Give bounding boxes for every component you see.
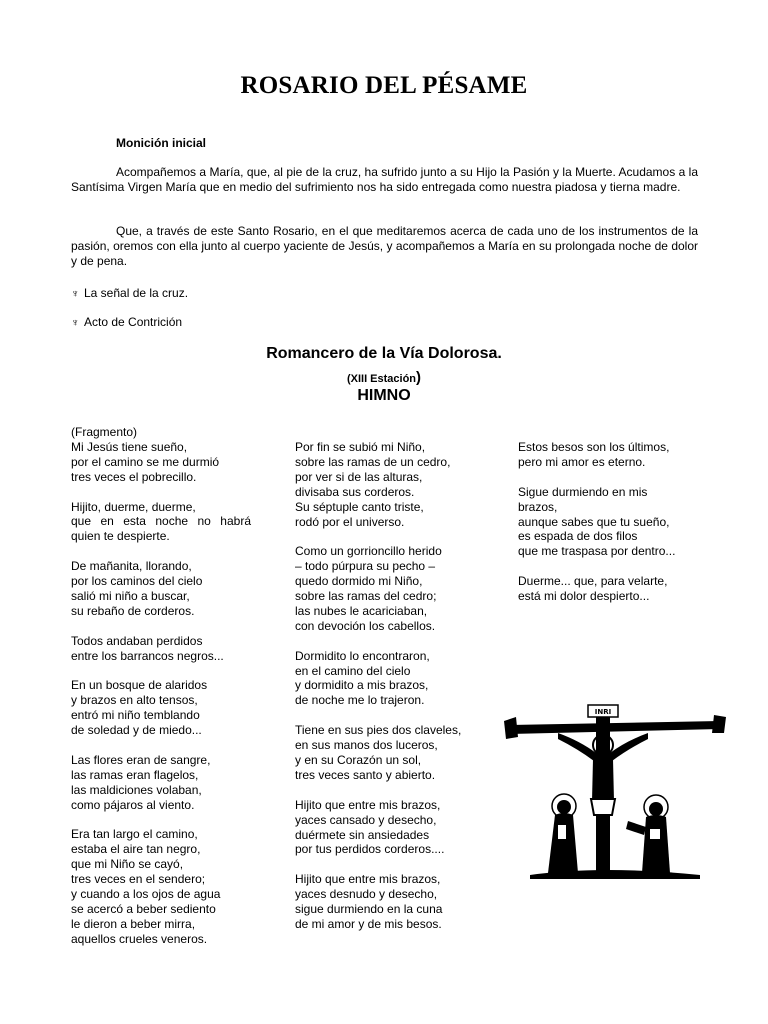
poem-stanza	[295, 440, 485, 529]
poem-stanza	[295, 723, 485, 783]
poem-line: por ver si de las alturas,	[295, 469, 423, 484]
poem-line: le dieron a beber mirra,	[71, 916, 196, 931]
cross-icon: ♆	[71, 317, 80, 329]
poem-stanza	[71, 827, 251, 946]
poem-line: Hijito que entre mis brazos,	[295, 797, 441, 812]
poem-line: Era tan largo el camino,	[71, 827, 198, 842]
poem-line: duérmete sin ansiedades	[295, 827, 430, 842]
poem-stanza	[295, 872, 485, 932]
inri-label: INRI	[594, 708, 612, 716]
poem-line: yaces cansado y desecho,	[295, 812, 437, 827]
poem-line: en el camino del cielo	[295, 663, 411, 678]
poem-stanzas	[518, 440, 688, 604]
romancero-subtitle: Romancero de la Vía Dolorosa.	[266, 345, 502, 362]
poem-line: quien te despierte.	[71, 529, 170, 544]
poem-line: Sigue durmiendo en mis	[518, 484, 648, 499]
station-text: (XIII Estación	[346, 373, 417, 385]
poem-line: como pájaros al viento.	[71, 797, 195, 812]
poem-line: Hijito, duerme, duerme,	[71, 499, 196, 514]
paragraph-rosary: Que, a través de este Santo Rosario, en el que meditaremos acerca de cada uno de los instrumentos de la pasión, oremos con ella junto al cuerpo yaciente de Jesús, y acompañemos a María en su prolongada noche de dolor y de pena.	[71, 224, 698, 268]
poem-line: yaces desnudo y desecho,	[295, 887, 438, 902]
poem-line: que mi Niño se cayó,	[71, 857, 184, 872]
poem-line: sobre las ramas de un cedro,	[295, 454, 451, 469]
cross-icon: ♆	[71, 288, 80, 300]
paragraph-intro: Acompañemos a María, que, al pie de la cruz, ha sufrido junto a su Hijo la Pasión y la Muerte. Acudamos a la Santísima Virgen María que en medio del sufrimiento nos ha sido entregada como nuestra piadosa y tierna madre.	[71, 165, 698, 194]
poem-line: divisaba sus corderos.	[295, 484, 415, 499]
poem-line: quedo dormido mi Niño,	[295, 574, 423, 589]
poem-line: Como un gorrioncillo herido	[295, 544, 442, 559]
poem-line: Su séptuple canto triste,	[295, 499, 424, 514]
fragment-label: (Fragmento)	[71, 425, 138, 439]
station-label	[0, 369, 768, 386]
poem-column-2	[295, 440, 485, 947]
rite-label: Acto de Contrición	[84, 315, 183, 329]
poem-line: entre los barrancos negros...	[71, 648, 224, 663]
poem-line: aquellos crueles veneros.	[71, 931, 208, 946]
poem-line: y brazos en alto tensos,	[71, 693, 198, 708]
monicion-heading: Monición inicial	[116, 136, 207, 150]
poem-stanza	[295, 649, 485, 709]
poem-line: Hijito que entre mis brazos,	[295, 872, 441, 887]
poem-line: brazos,	[518, 499, 558, 514]
poem-line: de noche me lo trajeron.	[295, 693, 425, 708]
rite-label: La señal de la cruz.	[84, 286, 189, 300]
document-title: ROSARIO DEL PÉSAME	[240, 72, 528, 99]
poem-line: por los caminos del cielo	[71, 574, 203, 589]
poem-line: De mañanita, llorando,	[71, 559, 192, 574]
poem-line: de soledad y de miedo...	[71, 723, 202, 738]
poem-line: las ramas eran flagelos,	[71, 767, 199, 782]
poem-line: Mi Jesús tiene sueño,	[71, 439, 188, 454]
poem-column-1	[71, 425, 251, 962]
poem-line: Estos besos son los últimos,	[518, 440, 670, 454]
poem-line: Tiene en sus pies dos claveles,	[295, 723, 462, 738]
poem-line: estaba el aire tan negro,	[71, 842, 201, 857]
poem-line: Las flores eran de sangre,	[71, 752, 211, 767]
poem-line: Duerme... que, para velarte,	[518, 574, 668, 589]
poem-line: salió mi niño a buscar,	[71, 588, 190, 603]
poem-stanzas	[71, 440, 251, 947]
poem-stanza	[71, 500, 251, 545]
poem-stanzas	[295, 440, 485, 932]
poem-stanza	[71, 678, 251, 738]
poem-line: y en su Corazón un sol,	[295, 752, 422, 767]
poem-line: con devoción los cabellos.	[295, 618, 436, 633]
poem-line: y cuando a los ojos de agua	[71, 887, 221, 901]
poem-line: que me traspasa por dentro...	[518, 544, 676, 559]
poem-stanza	[71, 559, 251, 619]
hymn-heading: HIMNO	[357, 387, 411, 404]
poem-line: En un bosque de alaridos	[71, 678, 208, 693]
poem-line: las maldiciones volaban,	[71, 782, 202, 797]
poem-line: por tus perdidos corderos....	[295, 842, 445, 857]
poem-stanza	[71, 753, 251, 813]
poem-stanza	[295, 544, 485, 633]
poem-line: que en esta noche no habrá	[71, 514, 251, 529]
poem-line: pero mi amor es eterno.	[518, 454, 646, 469]
poem-line: se acercó a beber sediento	[71, 901, 216, 916]
poem-line: está mi dolor despierto...	[518, 589, 650, 604]
poem-line: Todos andaban perdidos	[71, 633, 203, 648]
poem-line: es espada de dos filos	[518, 529, 638, 544]
poem-line: tres veces el pobrecillo.	[71, 469, 197, 484]
poem-stanza	[71, 634, 251, 664]
poem-line: – todo púrpura su pecho –	[295, 559, 436, 574]
poem-line: aunque sabes que tu sueño,	[518, 514, 670, 529]
poem-stanza	[518, 440, 688, 470]
poem-stanza	[71, 440, 251, 485]
poem-stanza	[518, 574, 688, 604]
poem-column-3	[518, 440, 688, 619]
poem-line: en sus manos dos luceros,	[295, 738, 438, 753]
poem-line: Por fin se subió mi Niño,	[295, 440, 426, 454]
poem-line: por el camino se me durmió	[71, 454, 220, 469]
poem-stanza	[295, 798, 485, 858]
poem-line: Dormidito lo encontraron,	[295, 648, 430, 663]
poem-line: sigue durmiendo en la cuna	[295, 902, 443, 917]
crucifixion-icon	[500, 703, 730, 883]
poem-line: de mi amor y de mis besos.	[295, 916, 442, 931]
poem-line: tres veces santo y abierto.	[295, 767, 436, 782]
poem-line: su rebaño de corderos.	[71, 603, 195, 618]
station-paren: )	[416, 369, 422, 386]
poem-line: y dormidito a mis brazos,	[295, 678, 429, 693]
poem-line: tres veces en el sendero;	[71, 872, 206, 887]
rite-sign-of-cross	[71, 286, 188, 302]
rite-act-of-contrition	[71, 315, 182, 331]
poem-stanza	[518, 485, 688, 560]
poem-line: entró mi niño temblando	[71, 708, 200, 723]
poem-line: rodó por el universo.	[295, 514, 405, 529]
poem-line: sobre las ramas del cedro;	[295, 589, 437, 604]
poem-line: las nubes le acariciaban,	[295, 603, 428, 618]
